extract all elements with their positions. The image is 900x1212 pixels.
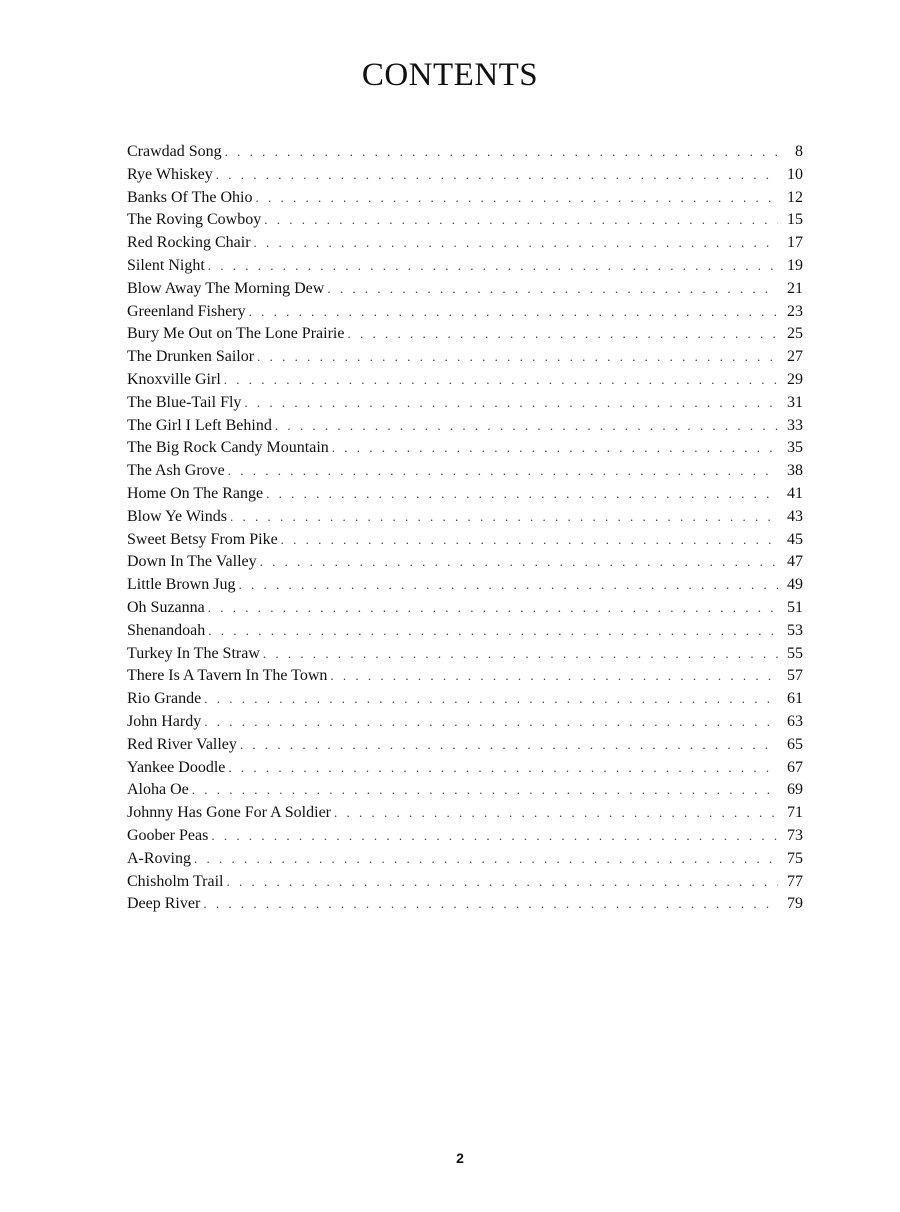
- toc-entry-page: 53: [787, 621, 803, 639]
- dot-leader: [216, 164, 778, 187]
- dot-leader: [208, 620, 778, 643]
- toc-entry-title: Blow Ye Winds: [127, 507, 227, 525]
- toc-entry: [127, 711, 803, 734]
- table-of-contents: [127, 141, 803, 916]
- dot-leader: [260, 551, 778, 574]
- toc-entry: [127, 574, 803, 597]
- toc-entry-title: Silent Night: [127, 256, 205, 274]
- toc-entry-page: 49: [787, 576, 803, 594]
- toc-entry: [127, 734, 803, 757]
- toc-entry: [127, 415, 803, 438]
- toc-entry: [127, 301, 803, 324]
- toc-entry-page: 43: [787, 507, 803, 525]
- dot-leader: [204, 688, 778, 711]
- dot-leader: [224, 369, 778, 392]
- toc-entry-title: There Is A Tavern In The Town: [127, 667, 328, 685]
- toc-entry-page: 17: [787, 234, 803, 252]
- toc-entry-page: 65: [787, 735, 803, 753]
- toc-entry-title: The Girl I Left Behind: [127, 416, 272, 434]
- toc-entry: [127, 187, 803, 210]
- toc-entry: [127, 871, 803, 894]
- toc-entry: [127, 506, 803, 529]
- toc-entry-page: 71: [787, 804, 803, 822]
- toc-entry: [127, 643, 803, 666]
- toc-entry: [127, 141, 803, 164]
- toc-entry-page: 8: [795, 143, 803, 160]
- toc-entry: [127, 779, 803, 802]
- toc-entry-page: 45: [787, 530, 803, 548]
- toc-entry-page: 57: [787, 667, 803, 685]
- dot-leader: [332, 437, 778, 460]
- dot-leader: [249, 301, 778, 324]
- toc-entry-title: Bury Me Out on The Lone Prairie: [127, 325, 345, 343]
- dot-leader: [228, 757, 778, 780]
- dot-leader: [228, 460, 778, 483]
- toc-entry-page: 69: [787, 781, 803, 799]
- toc-entry-title: Greenland Fishery: [127, 302, 246, 320]
- toc-entry-page: 47: [787, 553, 803, 571]
- toc-entry: [127, 688, 803, 711]
- dot-leader: [334, 802, 778, 825]
- toc-entry-title: Down In The Valley: [127, 553, 257, 571]
- toc-entry-title: The Ash Grove: [127, 462, 225, 480]
- toc-entry: [127, 551, 803, 574]
- toc-entry-page: 19: [787, 256, 803, 274]
- page-number: 2: [456, 1150, 464, 1166]
- toc-entry-title: Rye Whiskey: [127, 165, 213, 183]
- toc-entry-page: 31: [787, 393, 803, 411]
- toc-entry: [127, 164, 803, 187]
- toc-entry-page: 25: [787, 325, 803, 343]
- toc-entry-title: Blow Away The Morning Dew: [127, 279, 325, 297]
- toc-entry-title: Oh Suzanna: [127, 598, 205, 616]
- toc-entry: [127, 620, 803, 643]
- dot-leader: [192, 779, 778, 802]
- toc-entry-page: 15: [787, 211, 803, 229]
- toc-entry: [127, 209, 803, 232]
- toc-entry-page: 27: [787, 348, 803, 366]
- dot-leader: [254, 232, 778, 255]
- toc-entry: [127, 255, 803, 278]
- toc-entry-title: Aloha Oe: [127, 781, 189, 799]
- dot-leader: [263, 643, 778, 666]
- toc-entry-page: 33: [787, 416, 803, 434]
- toc-entry: [127, 323, 803, 346]
- toc-entry-title: Red Rocking Chair: [127, 234, 251, 252]
- dot-leader: [266, 483, 778, 506]
- toc-entry-title: Little Brown Jug: [127, 576, 236, 594]
- dot-leader: [226, 871, 778, 894]
- toc-entry-page: 10: [787, 165, 803, 183]
- dot-leader: [230, 506, 778, 529]
- toc-entry-title: Chisholm Trail: [127, 872, 224, 890]
- toc-entry: [127, 757, 803, 780]
- toc-entry: [127, 529, 803, 552]
- toc-entry-page: 35: [787, 439, 803, 457]
- toc-entry: [127, 278, 803, 301]
- toc-entry-title: The Roving Cowboy: [127, 211, 262, 229]
- toc-entry-title: Knoxville Girl: [127, 370, 221, 388]
- toc-entry-title: John Hardy: [127, 712, 202, 730]
- toc-entry-page: 12: [787, 188, 803, 206]
- toc-entry-page: 75: [787, 849, 803, 867]
- dot-leader: [194, 848, 778, 871]
- toc-entry: [127, 437, 803, 460]
- toc-entry-title: Deep River: [127, 895, 201, 913]
- dot-leader: [225, 141, 778, 164]
- toc-entry-title: Crawdad Song: [127, 143, 222, 160]
- dot-leader: [244, 392, 778, 415]
- toc-entry-title: Turkey In The Straw: [127, 644, 260, 662]
- toc-entry: [127, 802, 803, 825]
- dot-leader: [281, 529, 778, 552]
- toc-entry-page: 23: [787, 302, 803, 320]
- toc-entry: [127, 597, 803, 620]
- dot-leader: [330, 665, 778, 688]
- dot-leader: [208, 597, 778, 620]
- dot-leader: [257, 346, 778, 369]
- dot-leader: [275, 415, 778, 438]
- toc-entry-title: Shenandoah: [127, 621, 206, 639]
- toc-entry-title: Johnny Has Gone For A Soldier: [127, 804, 331, 822]
- toc-entry: [127, 392, 803, 415]
- toc-entry-page: 21: [787, 279, 803, 297]
- toc-entry-title: A-Roving: [127, 849, 191, 867]
- dot-leader: [264, 209, 778, 232]
- dot-leader: [347, 323, 778, 346]
- toc-entry: [127, 893, 803, 916]
- toc-entry-title: Yankee Doodle: [127, 758, 226, 776]
- dot-leader: [327, 278, 778, 301]
- toc-entry-page: 63: [787, 712, 803, 730]
- dot-leader: [208, 255, 778, 278]
- page-title: CONTENTS: [361, 57, 539, 93]
- dot-leader: [240, 734, 778, 757]
- toc-entry: [127, 483, 803, 506]
- toc-entry-page: 38: [787, 462, 803, 480]
- toc-entry-title: The Big Rock Candy Mountain: [127, 439, 329, 457]
- toc-entry-page: 73: [787, 826, 803, 844]
- toc-entry-page: 51: [787, 598, 803, 616]
- toc-entry: [127, 369, 803, 392]
- toc-entry-title: Rio Grande: [127, 690, 202, 708]
- toc-entry: [127, 460, 803, 483]
- toc-entry-page: 67: [787, 758, 803, 776]
- toc-entry-page: 55: [787, 644, 803, 662]
- toc-entry-page: 41: [787, 484, 803, 502]
- toc-entry-page: 61: [787, 690, 803, 708]
- dot-leader: [211, 825, 778, 848]
- toc-entry: [127, 346, 803, 369]
- dot-leader: [204, 711, 778, 734]
- toc-entry-title: The Blue-Tail Fly: [127, 393, 242, 411]
- toc-entry: [127, 665, 803, 688]
- dot-leader: [203, 893, 778, 916]
- toc-entry-page: 29: [787, 370, 803, 388]
- toc-entry: [127, 848, 803, 871]
- toc-entry-page: 79: [787, 895, 803, 913]
- toc-entry-title: Banks Of The Ohio: [127, 188, 253, 206]
- toc-entry-page: 77: [787, 872, 803, 890]
- toc-entry-title: Red River Valley: [127, 735, 237, 753]
- toc-entry-title: Home On The Range: [127, 484, 264, 502]
- dot-leader: [255, 187, 778, 210]
- toc-entry-title: The Drunken Sailor: [127, 348, 255, 366]
- toc-entry: [127, 232, 803, 255]
- dot-leader: [238, 574, 778, 597]
- toc-entry: [127, 825, 803, 848]
- toc-entry-title: Sweet Betsy From Pike: [127, 530, 278, 548]
- toc-entry-title: Goober Peas: [127, 826, 209, 844]
